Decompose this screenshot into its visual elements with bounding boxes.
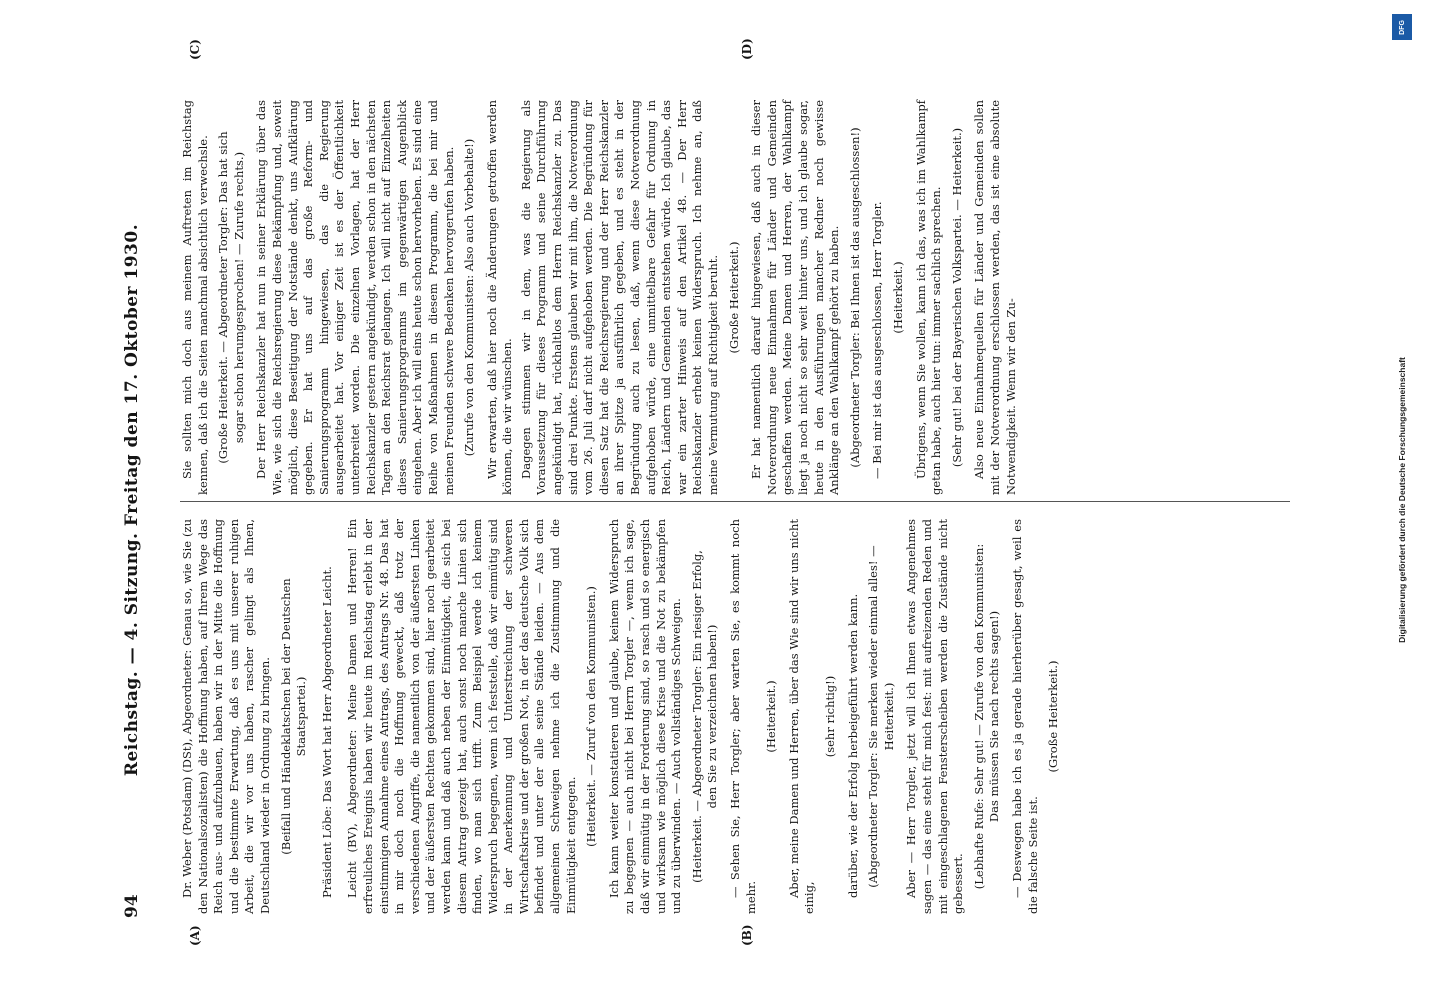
paragraph: Sie sollten mich doch aus meinem Auftreten im Reichstag kennen, daß ich die Seiten manchmal absichtlich verwechsle. xyxy=(180,100,210,495)
interjection: (Heiterkeit.) xyxy=(764,680,779,753)
paragraph: — Sehen Sie, Herr Torgler; aber warten Sie, es kommt noch mehr. xyxy=(728,519,758,914)
interjection: (Heiterkeit. — Abgeordneter Torgler: Ein riesiger Erfolg, den Sie zu verzeichnen haben!) xyxy=(689,550,720,883)
interjection: (Beifall und Händeklatschen bei der Deutschen Staatspartei.) xyxy=(278,578,309,855)
interjection: (Große Heiterkeit.) xyxy=(726,241,741,354)
page-header xyxy=(122,0,156,1000)
paragraph: Also neue Einnahmequellen für Länder und Gemeinden sollen mit der Notverordnung erschlossen werden, das ist eine absolute Notwendigkeit. Wenn wir den Zu- xyxy=(972,100,1018,495)
paragraph: darüber, wie der Erfolg herbeigeführt werden kann. xyxy=(845,593,860,898)
page-number: 94 xyxy=(122,894,142,918)
margin-letter-c: (C) xyxy=(188,39,202,60)
interjection: (Sehr gut! bei der Bayerischen Volkspartei. — Heiterkeit.) xyxy=(949,127,964,468)
interjection: (Heiterkeit.) xyxy=(890,261,905,334)
paragraph: Präsident Löbe: Das Wort hat Herr Abgeordneter Leicht. xyxy=(319,566,334,898)
interjection: (Lebhafte Rufe: Sehr gut! — Zurufe von den Kommunisten: Das müssen Sie nach rechts sagen!) xyxy=(971,543,1002,890)
paragraph: Wir erwarten, daß hier noch die Änderungen getroffen werden können, die wir wünschen. xyxy=(484,100,515,495)
column-divider xyxy=(180,501,1290,502)
paragraph: Dagegen stimmen wir in dem, was die Regierung als Voraussetzung für dieses Programm und seine Durchführung angekündigt hat, rückhaltlos dem Herrn Reichskanzler zu. Das sind drei Punkte. Erstens glauben wir mit ihm, die Notverordnung vom 26. Juli darf nicht aufgehoben werden. Die Begründung für diesen Satz hat die Reichsregierung und der Herr Reichskanzler an ihrer Spitze ja ausführlich gegeben, und es steht in der Begründung auch zu lesen, daß, wenn diese Notverordnung aufgehoben würde, eine unmittelbare Gefahr für Ordnung in Reich, Ländern und Gemeinden entstehen würde. Ich glaube, das war ein zarter Hinweis auf den Artikel 48. — Der Herr Reichskanzler erhebt keinen Widerspruch. Ich nehme an, daß meine Vermutung auf Richtigkeit beruht. xyxy=(518,100,720,495)
dfg-logo xyxy=(1392,14,1412,40)
paragraph: — Bei mir ist das ausgeschlossen, Herr Torgler. xyxy=(870,201,885,479)
right-column xyxy=(180,100,1022,495)
paragraph: — Deswegen habe ich es ja gerade hierherüber gesagt, weil es die falsche Seite ist. xyxy=(1009,519,1040,914)
paragraph: Der Herr Reichskanzler hat nun in seiner Erklärung über das Wie, wie sich die Reichsregierung diese Bekämpfung und, soweit möglich, diese Beseitigung der Notstände denkt, uns Aufklärung gegeben. Er hat uns auf das große Reform- und Sanierungsprogramm hingewiesen, das die Regierung ausgearbeitet hat. Vor einiger Zeit ist es der Öffentlichkeit unterbreitet worden. Die einzelnen Vorlagen, hat der Herr Reichskanzler gestern angekündigt, werden schon in den nächsten Tagen an den Reichsrat gelangen. Ich will nicht auf Einzelheiten dieses Sanierungsprogramms im gegenwärtigen Augenblick eingehen. Aber ich will eins heute schon hervorheben. Es sind eine Reihe von Maßnahmen in diesem Programm, die bei mir und meinen Freunden schwere Bedenken hervorgerufen haben. xyxy=(254,100,456,495)
paragraph: Ich kann weiter konstatieren und glaube, keinem Widerspruch zu begegnen — auch nicht bei Herrn Torgler —, wenn ich sage, daß wir einmütig in der Forderung sind, so rasch und so energisch und wirksam wie möglich diese Krise und die Not zu bekämpfen und zu überwinden. — Auch vollständiges Schweigen. xyxy=(606,519,684,914)
interjection: (Zurufe von den Kommunisten: Also auch Vorbehalte!) xyxy=(462,138,477,457)
paragraph: Dr. Weber (Potsdam) (DSt), Abgeordneter: Genau so, wie Sie (zu den Nationalsozialisten) die Hoffnung haben, auf Ihrem Wege das Reich aus- und aufzubauen, haben wir in der Mitte die Hoffnung und die bestimmte Erwartung, daß es uns mit unserer ruhigen Arbeit, die wir vor uns haben, rascher gelingt als Ihnen, Deutschland wieder in Ordnung zu bringen. xyxy=(180,519,272,914)
interjection: (Abgeordneter Torgler: Sie merken wieder einmal alles! — Heiterkeit.) xyxy=(866,545,896,888)
paragraph: Leicht (BV), Abgeordneter: Meine Damen und Herren! Ein erfreuliches Ereignis haben wir heute im Reichstag erlebt in der einstimmigen Annahme eines Antrags, des Antrags Nr. 48. Das hat in mir doch noch die Hoffnung geweckt, daß trotz der verschiedenen Angriffe, die namentlich von der äußersten Linken und der äußersten Rechten gekommen sind, hier noch gearbeitet werden kann und daß auch neben der Einmütigkeit, die sich bei diesem Antrag gezeigt hat, auch sonst noch manche Linien sich finden, wo man sich trifft. Zum Beispiel werde ich keinem Widerspruch begegnen, wenn ich feststelle, daß wir einmütig sind in der Anerkennung und Unterstreichung der schweren Wirtschaftskrise und der großen Not, in der das deutsche Volk sich befindet und unter der alle seine Stände leiden. — Aus dem allgemeinen Schweigen nehme ich die Zustimmung und die Einmütigkeit entgegen. xyxy=(345,519,578,914)
margin-letter-d: (D) xyxy=(740,38,754,60)
interjection: (Große Heiterkeit.) xyxy=(1046,660,1061,773)
paragraph: Aber — Herr Torgler, jetzt will ich Ihnen etwas Angenehmes sagen — das eine steht für mich fest: mit aufreizenden Reden und mit eingeschlagenen Fensterscheiben werden die Zustände nicht gebessert. xyxy=(904,519,966,914)
interjection: (Abgeordneter Torgler: Bei Ihnen ist das ausgeschlossen!) xyxy=(847,127,862,468)
interjection: (sehr richtig!) xyxy=(822,675,837,758)
margin-letter-b: (B) xyxy=(740,924,754,946)
paragraph: Er hat namentlich darauf hingewiesen, daß auch in dieser Notverordnung neue Einnahmen für Länder und Gemeinden geschaffen werden. Meine Damen und Herren, der Wahlkampf liegt ja noch nicht so sehr weit hinter uns, und ich glaube sogar, heute in den Ausführungen mancher Redner noch gewisse Anklänge an den Wahlkampf gehört zu haben. xyxy=(749,100,842,495)
interjection: (Große Heiterkeit. — Abgeordneter Torgler: Das hat sich sogar schon herumgesprochen! — Zurufe rechts.) xyxy=(216,131,246,464)
rotated-page-content xyxy=(80,0,1330,1000)
digitization-sidebar xyxy=(1382,8,1422,992)
funding-credit: Digitalisierung gefördert durch die Deutsche Forschungsgemeinschaft xyxy=(1397,357,1407,643)
running-title: Reichstag. — 4. Sitzung. Freitag den 17. Oktober 1930. xyxy=(122,223,142,777)
dfg-logo-text: DFG xyxy=(1398,19,1406,35)
paragraph: Übrigens, wenn Sie wollen, kann ich das, was ich im Wahlkampf getan habe, auch hier tun: immer sachlich sprechen. xyxy=(913,100,944,495)
margin-letter-a: (A) xyxy=(188,925,202,946)
left-column xyxy=(180,519,1069,914)
interjection: (Heiterkeit. — Zuruf von den Kommunisten.) xyxy=(584,586,599,847)
paragraph: Aber, meine Damen und Herren, über das Wie sind wir uns nicht einig, xyxy=(786,519,817,914)
